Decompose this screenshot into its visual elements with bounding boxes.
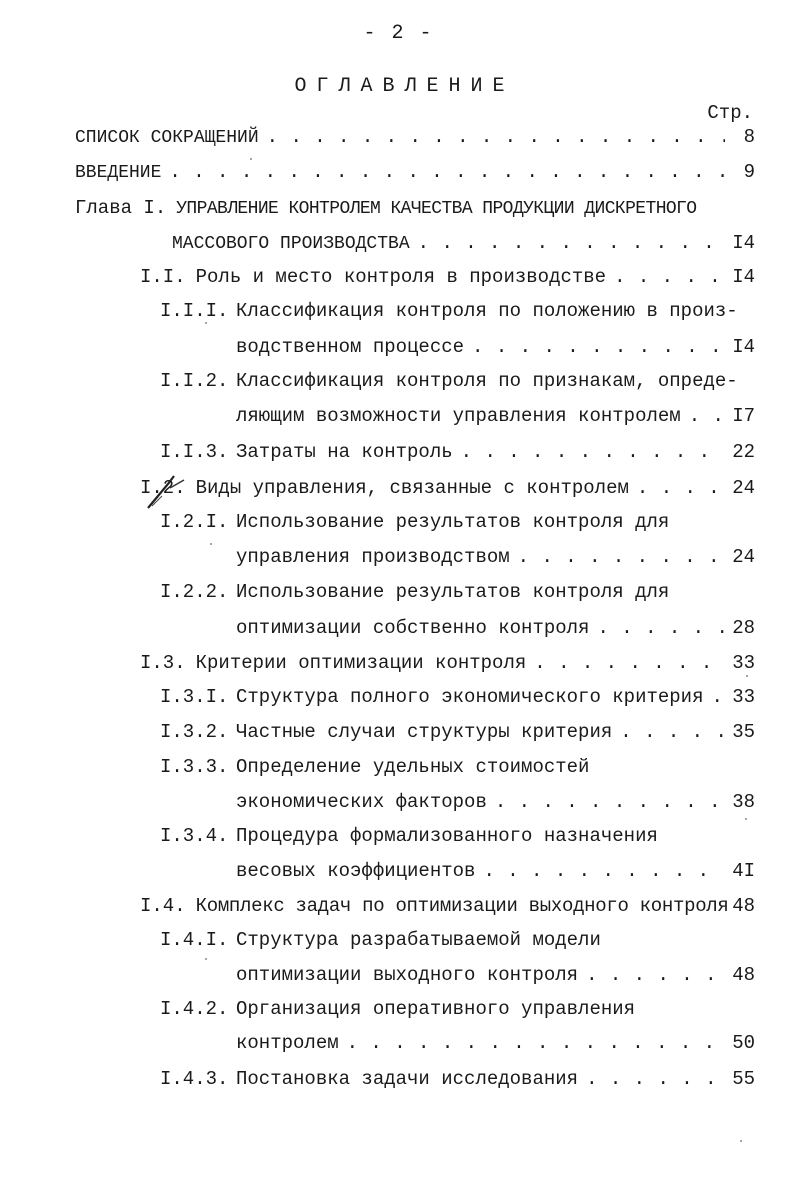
toc-entry-page: 8 [743,126,755,148]
toc-entry [160,688,755,707]
toc-entry [75,128,755,147]
toc-entry-number: I.3.2. [160,721,229,743]
scan-speck [250,158,252,160]
toc-entry-text: Классификация контроля по признакам, опреде- [236,370,738,392]
toc-entry-number: I.3.3. [160,756,229,778]
toc-entry [160,1070,755,1089]
toc-entry-text: Комплекс задач по оптимизации выходного контроля [195,895,729,917]
dot-leader [483,862,724,881]
toc-entry-text: Использование результатов контроля для [236,581,670,603]
toc-entry-page: 55 [732,1068,755,1090]
toc-entry-page: 35 [732,721,755,743]
toc-entry-text: Использование результатов контроля для [236,511,670,533]
dot-leader [169,163,725,182]
toc-entry-text: управления производством [236,546,510,568]
toc-entry [236,966,755,985]
toc-entry-text: контролем [236,1032,339,1054]
dot-leader [347,1034,725,1053]
page-title: ОГЛАВЛЕНИЕ [294,75,515,98]
scan-speck [740,1140,742,1142]
scan-speck [746,675,748,677]
toc-entry-number: I.2.I. [160,511,229,533]
toc-entry-text: ВВЕДЕНИЕ [75,162,162,184]
toc-entry-page: 33 [732,686,755,708]
toc-entry-text: Структура полного экономического критерия [236,686,704,708]
toc-entry-text: Роль и место контроля в производстве [195,266,607,288]
toc-entry-page: 33 [732,652,755,674]
scan-speck [210,543,212,545]
toc-entry-text: Постановка задачи исследования [236,1068,579,1090]
toc-entry-text: Структура разрабатываемой модели [236,929,601,951]
toc-entry [236,1034,755,1053]
toc-entry-page: 24 [732,546,755,568]
pen-mark [140,466,200,526]
toc-entry-number: I.3.4. [160,825,229,847]
toc-entry [75,199,755,218]
dot-leader [418,234,725,253]
toc-entry [236,407,755,426]
toc-entry-text: Определение удельных стоимостей [236,756,590,778]
toc-entry [160,372,755,391]
toc-entry-page: 50 [732,1032,755,1054]
dot-leader [472,338,724,357]
toc-entry-number: I.4. [140,895,186,917]
toc-entry-text: оптимизации выходного контроля [236,964,579,986]
toc-entry-number: I.I.2. [160,370,229,392]
toc-entry-page: 48 [732,964,755,986]
page-column-header: Стр. [707,102,753,124]
toc-entry-number: Глава I. [75,197,167,219]
toc-entry-number: I.2. [140,477,186,499]
toc-entry-number: I.I.I. [160,300,229,322]
toc-entry-text: Виды управления, связанные с контролем [195,477,629,499]
dot-leader [711,688,724,707]
toc-entry-page: 9 [743,161,755,183]
dot-leader [614,268,724,287]
dot-leader [495,793,724,812]
toc-entry-text: УПРАВЛЕНИЕ КОНТРОЛЕМ КАЧЕСТВА ПРОДУКЦИИ ДИСКРЕТНОГО [176,198,697,220]
toc-entry-text: Частные случаи структуры критерия [236,721,613,743]
toc-entry [75,163,755,182]
toc-entry-text: ляющим возможности управления контролем [236,405,681,427]
toc-entry-text: Классификация контроля по положению в произ- [236,300,738,322]
toc-entry-number: I.2.2. [160,581,229,603]
dot-leader [637,479,724,498]
dot-leader [620,723,724,742]
toc-entry-number: I.4.2. [160,998,229,1020]
toc-entry-text: Организация оперативного управления [236,998,636,1020]
toc-entry-text: МАССОВОГО ПРОИЗВОДСТВА [172,233,410,255]
toc-entry [160,931,755,950]
toc-entry [236,548,755,567]
toc-entry-text: оптимизации собственно контроля [236,617,590,639]
toc-entry [160,827,755,846]
toc-entry-page: 28 [732,617,755,639]
toc-entry [236,793,755,812]
toc-entry [236,338,755,357]
toc-entry-text: СПИСОК СОКРАЩЕНИЙ [75,127,259,149]
scan-speck [205,958,207,960]
toc-entry [140,897,755,916]
toc-entry [160,583,755,602]
toc-entry-text: экономических факторов [236,791,487,813]
toc-entry [236,862,755,881]
dot-leader [461,443,725,462]
dot-leader [518,548,725,567]
toc-entry [236,619,755,638]
toc-entry-page: I7 [732,405,755,427]
page-number: - 2 - [363,22,434,45]
dot-leader [267,128,725,147]
toc-entry [160,302,755,321]
toc-entry-page: 22 [732,441,755,463]
toc-entry-number: I.3.I. [160,686,229,708]
toc-entry-text: Критерии оптимизации контроля [195,652,527,674]
toc-entry [160,513,755,532]
toc-entry [160,723,755,742]
scan-speck [745,818,747,820]
toc-entry-number: I.4.3. [160,1068,229,1090]
toc-entry-page: I4 [732,266,755,288]
toc-entry [172,234,755,253]
toc-entry [140,654,755,673]
toc-entry [140,268,755,287]
toc-entry-page: 24 [732,477,755,499]
toc-entry-number: I.3. [140,652,186,674]
toc-entry [160,758,755,777]
toc-entry-text: водственном процессе [236,336,465,358]
dot-leader [586,966,724,985]
toc-entry-page: 38 [732,791,755,813]
toc-entry-text: весовых коэффициентов [236,860,476,882]
toc-entry-page: 48 [732,895,755,917]
toc-entry-page: I4 [732,336,755,358]
toc-entry-text: Процедура формализованного назначения [236,825,658,847]
dot-leader [586,1070,724,1089]
toc-entry-number: I.4.I. [160,929,229,951]
scan-speck [205,322,207,324]
toc-entry-number: I.I. [140,266,186,288]
toc-entry-number: I.I.3. [160,441,229,463]
toc-entry-text: Затраты на контроль [236,441,453,463]
dot-leader [534,654,724,673]
dot-leader [689,407,725,426]
toc-entry-page: I4 [732,232,755,254]
toc-entry-page: 4I [732,860,755,882]
toc-entry [160,1000,755,1019]
dot-leader [597,619,724,638]
toc-entry [160,443,755,462]
toc-entry [140,479,755,498]
